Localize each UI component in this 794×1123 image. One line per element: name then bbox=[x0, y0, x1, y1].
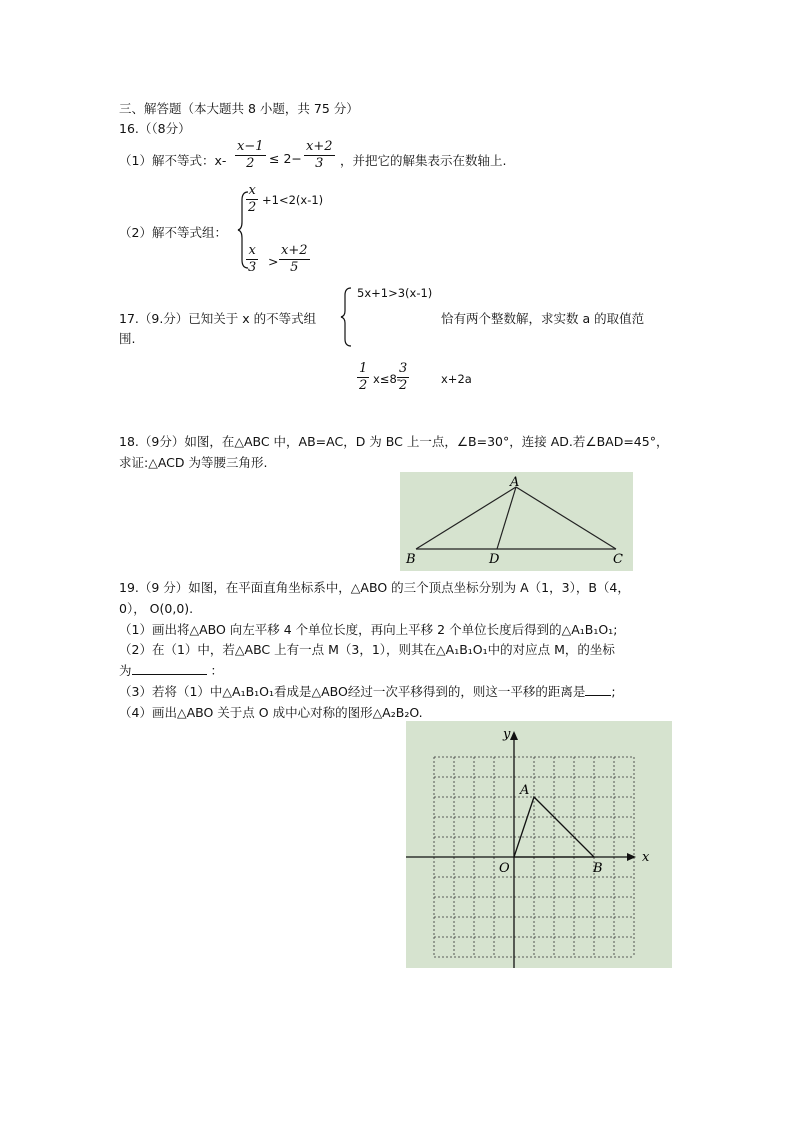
label-y-axis: y bbox=[503, 727, 511, 742]
q19-part2-answer-suffix: ： bbox=[210, 663, 224, 678]
q19-coordinate-grid-figure bbox=[406, 721, 672, 968]
q19-line2: 0）， O(0,0). bbox=[119, 601, 194, 616]
q16-part2-line2-op: > bbox=[268, 254, 279, 269]
q16-part1-suffix: ，并把它的解集表示在数轴上. bbox=[340, 153, 507, 168]
q18-line2: 求证:△ACD 为等腰三角形. bbox=[119, 455, 268, 470]
q16-part2-line2-fraction2 bbox=[279, 243, 310, 276]
q17-line2-fraction2 bbox=[397, 361, 409, 394]
q19-part2-answer-blank[interactable] bbox=[132, 662, 207, 675]
q19-part3-answer-blank[interactable] bbox=[585, 683, 611, 696]
fraction-numerator: x−1 bbox=[237, 139, 264, 154]
fraction-numerator: x bbox=[246, 243, 258, 260]
fraction-denominator: 3 bbox=[248, 260, 257, 275]
q18-triangle-figure bbox=[400, 472, 633, 571]
q19-part3-text: （3）若将（1）中△A₁B₁O₁看成是△ABO经过一次平移得到的，则这一平移的距离是 bbox=[119, 684, 586, 699]
segment-ac bbox=[516, 487, 616, 549]
label-d: D bbox=[489, 552, 500, 567]
fraction-denominator: 2 bbox=[248, 200, 257, 215]
y-axis-arrow-icon bbox=[510, 731, 518, 740]
label-point-b: B bbox=[593, 861, 603, 876]
label-a: A bbox=[510, 475, 520, 490]
q16-part2-line1-fraction bbox=[246, 183, 258, 216]
fraction-numerator: 3 bbox=[399, 361, 408, 376]
x-axis-arrow-icon bbox=[627, 853, 636, 861]
fraction-denominator: 2 bbox=[359, 378, 368, 393]
q19-part1: （1）画出将△ABO 向左平移 4 个单位长度，再向上平移 2 个单位长度后得到的△A₁B₁O₁; bbox=[119, 622, 618, 637]
q16-part2-prefix: （2）解不等式组： bbox=[119, 225, 227, 240]
triangle-abc-diagram bbox=[400, 472, 633, 571]
fraction-numerator: x+2 bbox=[281, 243, 308, 258]
label-c: C bbox=[613, 552, 623, 567]
q19-part4: （4）画出△ABO 关于点 O 成中心对称的图形△A₂B₂O. bbox=[119, 705, 423, 720]
fraction-denominator: 2 bbox=[399, 378, 408, 393]
q19-part2: （2）在（1）中，若△ABC 上有一点 M（3，1），则其在△A₁B₁O₁中的对应点 M，的坐标 bbox=[119, 642, 615, 657]
segment-ad bbox=[497, 487, 516, 549]
q16-part1-mid: ≤ 2− bbox=[269, 151, 302, 166]
label-origin-o: O bbox=[499, 861, 510, 876]
q19-part2-answer-line bbox=[119, 661, 223, 679]
label-b: B bbox=[406, 552, 416, 567]
q17-line2-mid: x≤8- bbox=[373, 372, 401, 386]
q16-part2-line1-rest: +1<2(x-1) bbox=[262, 193, 324, 207]
q17-line2-rest: x+2a bbox=[441, 372, 472, 386]
fraction-denominator: 2 bbox=[246, 156, 255, 171]
fraction-numerator: x bbox=[246, 183, 258, 200]
fraction-numerator: x+2 bbox=[306, 139, 333, 154]
q17-text-continued: 围. bbox=[119, 331, 136, 346]
label-point-a: A bbox=[520, 783, 530, 798]
fraction-numerator: 1 bbox=[359, 361, 368, 376]
q17-line2-fraction1 bbox=[357, 361, 369, 394]
fraction-denominator: 3 bbox=[315, 156, 324, 171]
q16-part1-fraction1 bbox=[235, 139, 266, 172]
coordinate-grid bbox=[406, 721, 672, 968]
q19-line1: 19.（9 分）如图，在平面直角坐标系中，△ABO 的三个顶点坐标分别为 A（1，3），B（4， bbox=[119, 580, 630, 595]
q17-system-line1: 5x+1>3(x-1) bbox=[357, 286, 433, 300]
q16-part2-line2-fraction1 bbox=[246, 243, 258, 276]
q19-part3-line bbox=[119, 682, 616, 700]
section-title: 三、解答题（本大题共 8 小题，共 75 分） bbox=[119, 101, 359, 116]
fraction-denominator: 5 bbox=[290, 260, 299, 275]
q16-heading: 16.（（8分） bbox=[119, 121, 191, 136]
label-x-axis: x bbox=[642, 850, 650, 865]
q19-part3-suffix: ; bbox=[611, 684, 616, 699]
q17-system-brace bbox=[339, 286, 353, 348]
q16-part1-fraction2 bbox=[304, 139, 335, 172]
q16-part1-prefix: （1）解不等式：x- bbox=[119, 153, 227, 168]
q17-text-prefix: 17.（9.分）已知关于 x 的不等式组 bbox=[119, 311, 317, 326]
segment-ab bbox=[416, 487, 516, 549]
q18-line1: 18.（9分）如图，在△ABC 中，AB=AC，D 为 BC 上一点，∠B=30°，连接 AD.若∠BAD=45°， bbox=[119, 434, 669, 449]
q19-part2-answer-prefix: 为 bbox=[119, 663, 132, 678]
q17-text-suffix: 恰有两个整数解，求实数 a 的取值范 bbox=[441, 311, 645, 326]
